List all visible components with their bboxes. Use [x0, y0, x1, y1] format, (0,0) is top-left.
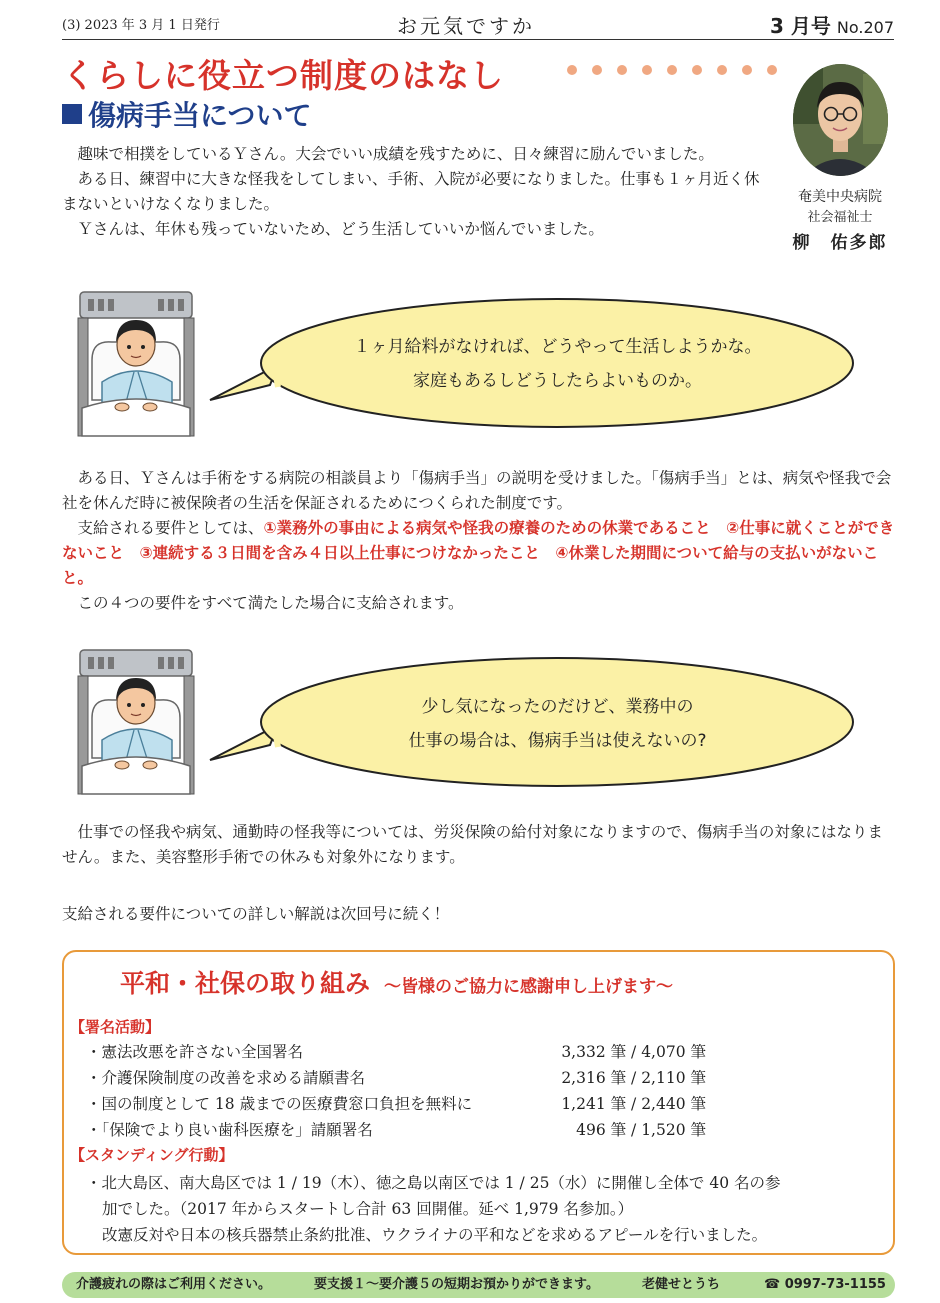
issue-date: (3) 2023 年 3 月 1 日発行 [62, 18, 220, 33]
square-bullet-icon [62, 104, 82, 124]
signature-row [86, 1118, 706, 1144]
bubble-line: 仕事の場合は、傷病手当は使えないの? [408, 731, 707, 751]
signature-label: ・介護保険制度の改善を求める請願書名 [86, 1069, 366, 1087]
intro-text [62, 142, 772, 242]
signature-count: 496 筆 / 1,520 筆 [576, 1121, 706, 1139]
bubble-text [270, 330, 845, 398]
box-subtitle: ～皆様のご協力に感謝申し上げます～ [384, 977, 674, 997]
intro-paragraph: Ｙさんは、年休も残っていないため、どう生活していいか悩んでいました。 [77, 220, 604, 238]
subtitle-text: 傷病手当について [88, 99, 312, 132]
peace-activities-box [62, 950, 895, 1255]
signature-label: ・「保険でより良い歯科医療を」請願署名 [86, 1121, 373, 1139]
standing-line: ・北大島区、南大島区では 1 / 19（木）、徳之島以南区では 1 / 25（水）に開催し全体で 40 名の参 [86, 1174, 781, 1192]
issue-month: 3 月号 [770, 14, 831, 38]
signature-row [86, 1040, 706, 1066]
requirements-lead: 支給される要件としては、 [77, 519, 264, 537]
signature-row [86, 1092, 706, 1118]
bubble-line: 少し気になったのだけど、業務中の [421, 697, 694, 717]
continued-note: 支給される要件についての詳しい解説は次回号に続く！ [62, 905, 450, 923]
workers-comp-text [62, 820, 898, 870]
explanation-paragraph: ある日、Ｙさんは手術をする病院の相談員より「傷病手当」の説明を受けました。「傷病手当」とは、病気や怪我で会社を休んだ時に被保険者の生活を保証されるためにつくられた制度です。 [62, 469, 892, 512]
footer-phone: ☎ 0997-73-1155 [764, 1277, 886, 1292]
footer-facility: 老健せとうち [642, 1277, 721, 1292]
bubble-line: １ヶ月給料がなければ、どうやって生活しようかな。 [353, 337, 762, 357]
bubble-line: 家庭もあるしどうしたらよいものか。 [413, 371, 702, 391]
hospital-patient-illustration [72, 648, 197, 798]
newsletter-title: お元気ですか [397, 14, 535, 38]
footer-banner [62, 1272, 895, 1298]
signature-heading: 【署名活動】 [70, 1018, 161, 1036]
article-subtitle [62, 94, 311, 134]
signature-count: 3,332 筆 / 4,070 筆 [561, 1043, 706, 1061]
explanation-text [62, 466, 898, 616]
signature-row [86, 1066, 706, 1092]
bubble-text [270, 690, 845, 758]
author-hospital: 奄美中央病院 [798, 189, 882, 205]
page-header [62, 8, 894, 40]
footer-service: 要支援１～要介護５の短期お預かりができます。 [314, 1277, 599, 1292]
standing-line: 改憲反対や日本の核兵器禁止条約批准、ウクライナの平和などを求めるアピールを行いました。 [102, 1226, 768, 1244]
author-role: 社会福祉士 [807, 210, 873, 225]
workers-comp-paragraph: 仕事での怪我や病気、通勤時の怪我等については、労災保険の給付対象になりますので、傷病手当の対象にはなりません。また、美容整形手術での休みも対象外になります。 [62, 823, 883, 866]
signature-count: 2,316 筆 / 2,110 筆 [561, 1069, 706, 1087]
summary-paragraph: この４つの要件をすべて満たした場合に支給されます。 [77, 594, 464, 612]
author-photo [793, 64, 888, 176]
decorative-dots [566, 64, 780, 76]
box-title-text: 平和・社保の取り組み [120, 969, 371, 998]
intro-paragraph: 趣味で相撲をしているＹさん。大会でいい成績を残すために、日々練習に励んでいました。 [77, 145, 714, 163]
signature-count: 1,241 筆 / 2,440 筆 [561, 1095, 706, 1113]
standing-heading: 【スタンディング行動】 [70, 1146, 234, 1164]
box-title [120, 964, 673, 1000]
author-name: 柳 佑多郎 [792, 233, 888, 253]
intro-paragraph: ある日、練習中に大きな怪我をしてしまい、手術、入院が必要になりました。仕事も１ヶ月近く休まないといけなくなりました。 [62, 170, 760, 213]
standing-line: 加でした。（2017 年からスタートし合計 63 回開催。延べ 1,979 名参加。） [102, 1200, 634, 1218]
standing-text [86, 1170, 886, 1248]
hospital-patient-illustration [72, 290, 197, 440]
requirements-paragraph [62, 516, 898, 591]
signature-label: ・憲法改悪を許さない全国署名 [86, 1043, 304, 1061]
issue-number [770, 10, 894, 39]
article-title: くらしに役立つ制度のはなし [62, 56, 504, 95]
issue-no: No.207 [836, 18, 894, 37]
footer-text: 介護疲れの際はご利用ください。 [76, 1277, 272, 1292]
signature-label: ・国の制度として 18 歳までの医療費窓口負担を無料に [86, 1095, 473, 1113]
requirements-list: ①業務外の事由による病気や怪我の療養のための休業であること ②仕事に就くことができないこと ③連続する３日間を含み４日以上仕事につけなかったこと ④休業した期間について給与の支払いがないこと。 [62, 519, 895, 587]
